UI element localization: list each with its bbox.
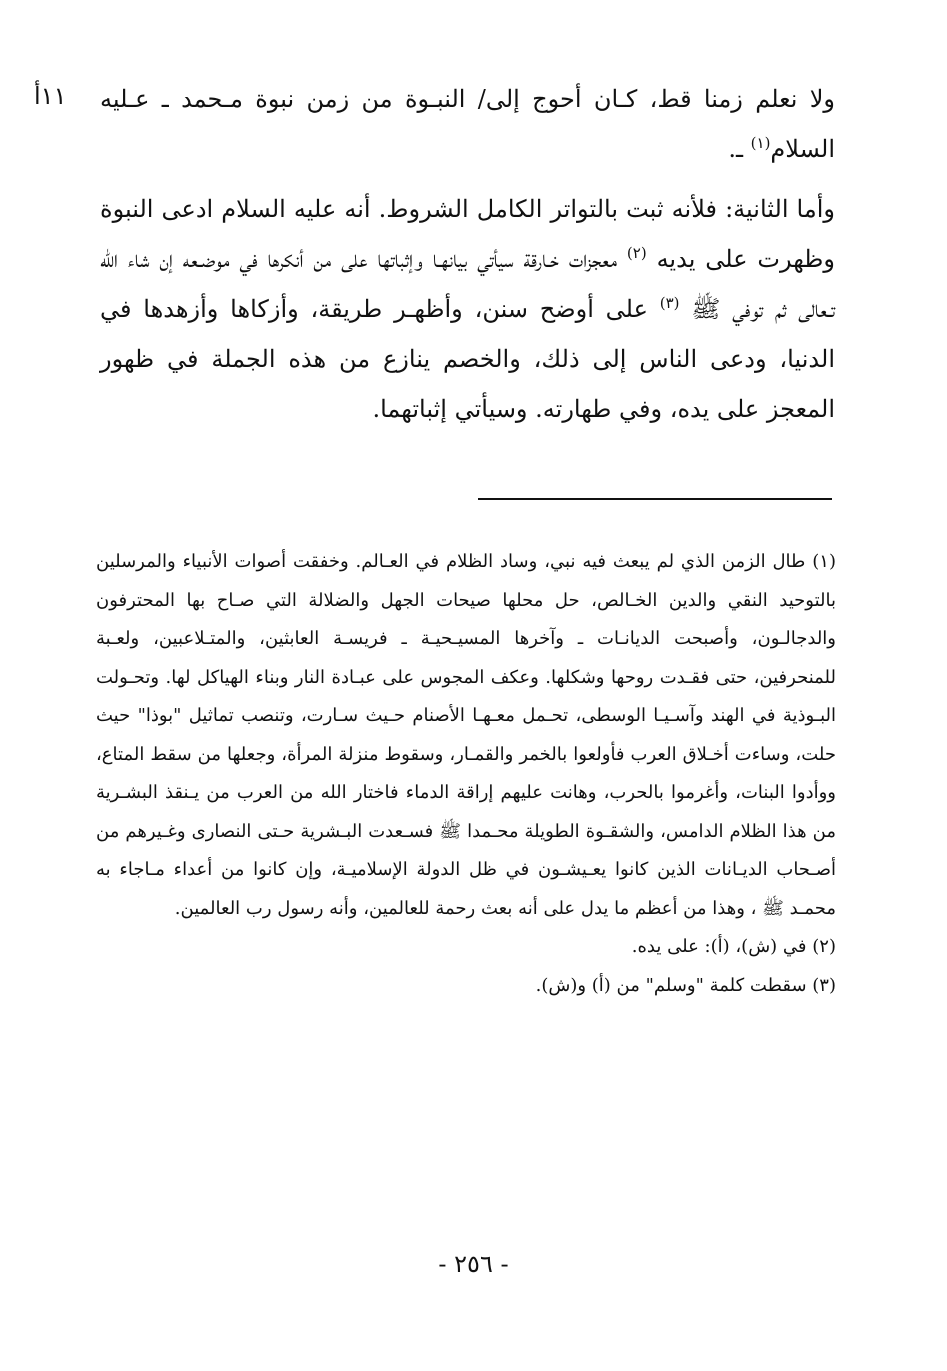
footnote-separator [478, 498, 832, 500]
manuscript-folio-marker: ١١أ [34, 82, 67, 110]
footnote-text: سقطت كلمة "وسلم" من (أ) و(ش). [535, 974, 807, 996]
footnote-ref-3[interactable]: (٣) [659, 294, 680, 312]
paragraph-2-part-a: وأما الثانية: فلأنه ثبت بالتواتر الكامل الشروط. أنه عليه السلام ادعى النبوة وظهرت على يديه [100, 195, 836, 273]
footnote-ref-2[interactable]: (٢) [626, 244, 647, 262]
footnote-number: (١) [812, 551, 836, 572]
footnote-number: (٣) [812, 974, 836, 996]
paragraph-1 [100, 74, 835, 174]
footnote-ref-1[interactable]: (١) [750, 134, 771, 152]
main-text-body [100, 74, 835, 434]
paragraph-2-part-b: معجزات خـارقة سيأتي بيانهـا وإثباتها على من أنكرها في موضـعه إن شاء الله تـعالى ثم توفي ﷺ [100, 245, 835, 323]
footnote-text: طال الزمن الذي لم يبعث فيه نبي، وساد الظلام في العـالم. وخفقت أصوات الأنبياء والمرسلين بالتوحيد النقي والدين الخـالص، حل محلها صيحات الجهل والضلالة التي صـاح بها المحترفون والدجالـون، وأصبحت الديانـات ـ وآخرها المسيـحيـة ـ فريسـة العابثين، والمتـلاعبين، ولعـبة للمنحرفين، حتى فقـدت روحها وشكلها. وعكف المجوس على عبـادة النار وبناء الهياكل لها. وتحـولت البـوذية في الهند وآسـيـا الوسطى، تحـمل معـهـا الأصنام حـيث سـارت، وتنصب تماثيل "بوذا" حيث حلت، وساءت أخـلاق العرب فأولعوا بالخمر والقمـار، وسقوط منزلة المرأة، وجعلها من سقط المتاع، ووأدوا البنات، وأغرموا بالحرب، وهانت عليهم إراقة الدماء فاختار الله من العرب من يـنقذ البشـرية من هذا الظلام الدامس، والشقـوة الطويلة محـمدا ﷺ فسـعدت البـشرية حـتى النصارى وغـيرهم من أصـحاب الديـانات الذين كانوا يعـيشـون في ظل الدولة الإسلاميـة، وإن كانوا من أعداء مـاجاء به محمـد ﷺ ، وهذا من أعظم ما يدل على أنه بعث رحمة للعالمين، وأنه رسول رب العالمين. [96, 551, 836, 919]
footnote-text: في (ش)، (أ): على يده. [631, 936, 807, 957]
footnotes-section [96, 543, 836, 1005]
footnote-number: (٢) [812, 936, 836, 957]
paragraph-1-text: ولا نعلم زمنا قط، كـان أحوج إلى/ النبـوة من زمن نبوة مـحمد ـ عـليه السلام [100, 85, 835, 163]
footnote-2 [96, 928, 836, 967]
paragraph-1-end: ـ. [728, 135, 751, 163]
page-number: - ٢٥٦ - [438, 1250, 509, 1278]
footnote-3 [96, 967, 836, 1006]
footnote-1 [96, 543, 836, 928]
paragraph-2-part-c: على أوضح سنن، وأظهـر طريقة، وأزكاها وأزهدها في الدنيا، ودعى الناس إلى ذلك، والخصم ينازع من هذه الجملة في ظهور المعجز على يده، وفي طهارته. وسيأتي إثباتهما. [100, 295, 835, 423]
paragraph-2 [100, 184, 835, 434]
